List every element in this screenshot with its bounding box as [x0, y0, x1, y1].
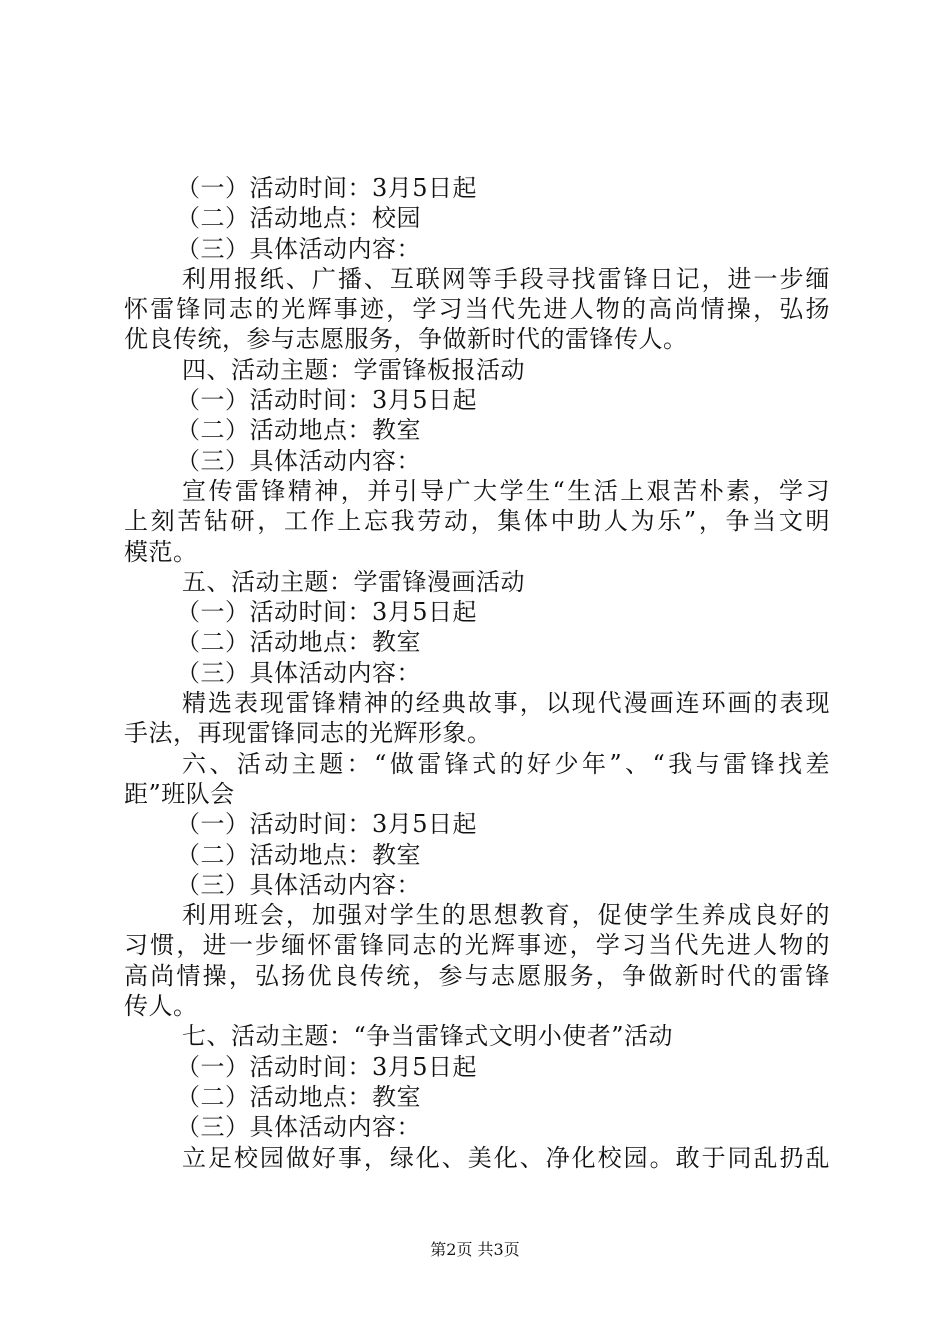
- text-line: （一）活动时间：3月5日起: [176, 1052, 478, 1081]
- text-line: 六、活动主题：“做雷锋式的好少年”、“我与雷锋找差: [182, 749, 830, 778]
- text-line: 怀雷锋同志的光辉事迹，学习当代先进人物的高尚情操，弘扬: [124, 295, 830, 324]
- text-line: （二）活动地点：教室: [176, 628, 421, 657]
- text-line: 距”班队会: [124, 779, 235, 808]
- text-line: （一）活动时间：3月5日起: [176, 598, 478, 627]
- text-line: （三）具体活动内容：: [176, 234, 421, 263]
- text-line: 利用班会，加强对学生的思想教育，促使学生养成良好的: [182, 901, 830, 930]
- text-line: 手法，再现雷锋同志的光辉形象。: [124, 719, 492, 748]
- text-line: 四、活动主题：学雷锋板报活动: [182, 355, 525, 384]
- text-line: 利用报纸、广播、互联网等手段寻找雷锋日记，进一步缅: [182, 264, 830, 293]
- text-line: （三）具体活动内容：: [176, 870, 421, 899]
- text-line: 立足校园做好事，绿化、美化、净化校园。敢于同乱扔乱: [182, 1143, 830, 1172]
- text-line: （二）活动地点：校园: [176, 204, 421, 233]
- text-line: （二）活动地点：教室: [176, 840, 421, 869]
- text-line: 高尚情操，弘扬优良传统，参与志愿服务，争做新时代的雷锋: [124, 961, 830, 990]
- text-line: （三）具体活动内容：: [176, 658, 421, 687]
- text-line: （一）活动时间：3月5日起: [176, 174, 478, 202]
- text-line: 七、活动主题：“争当雷锋式文明小使者”活动: [182, 1022, 674, 1051]
- text-line: （三）具体活动内容：: [176, 1113, 421, 1142]
- text-line: 精选表现雷锋精神的经典故事，以现代漫画连环画的表现: [182, 689, 830, 718]
- text-line: 习惯，进一步缅怀雷锋同志的光辉事迹，学习当代先进人物的: [124, 931, 830, 960]
- text-line: 模范。: [124, 537, 198, 566]
- page-footer: 第2页 共3页: [430, 1240, 520, 1259]
- text-line: （二）活动地点：教室: [176, 1082, 421, 1111]
- text-line: 五、活动主题：学雷锋漫画活动: [182, 567, 525, 596]
- text-line: 优良传统，参与志愿服务，争做新时代的雷锋传人。: [124, 325, 688, 354]
- text-line: （一）活动时间：3月5日起: [176, 810, 478, 839]
- text-line: （三）具体活动内容：: [176, 446, 421, 475]
- text-line: 宣传雷锋精神，并引导广大学生“生活上艰苦朴素，学习: [182, 476, 830, 505]
- text-line: （一）活动时间：3月5日起: [176, 386, 478, 415]
- text-line: 传人。: [124, 992, 198, 1021]
- text-line: 上刻苦钻研，工作上忘我劳动，集体中助人为乐”，争当文明: [124, 507, 830, 536]
- document-body: [0, 173, 950, 1173]
- text-line: （二）活动地点：教室: [176, 416, 421, 445]
